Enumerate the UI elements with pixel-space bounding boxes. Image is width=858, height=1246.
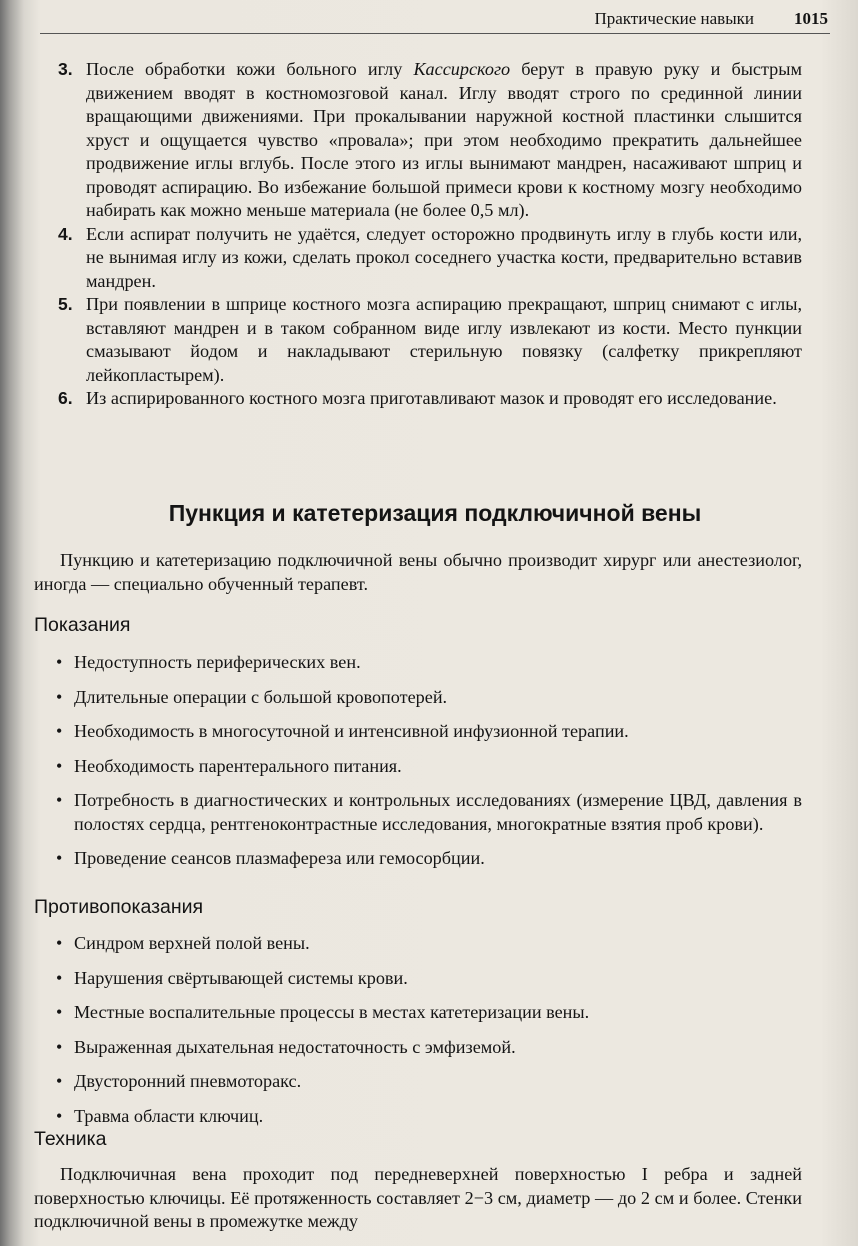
section-title: Пункция и катетеризация подключичной вены <box>168 500 702 526</box>
procedure-steps <box>58 58 802 411</box>
page-number: 1015 <box>794 9 828 28</box>
step-text: берут в правую руку и быстрым движением вводят в костномозговой канал. Иглу вводят строго по срединной линии вращающими движениями. При прокалывании наружной костной пластинки слышится хруст и ощущается чувство «провала»; при этом необходимо прекратить дальнейшее продвижение иглы вглубь. После этого из иглы вынимают мандрен, насаживают шприц и проводят аспирацию. Во избежание большой примеси крови к костному мозгу необходимо набирать как можно меньше материала (не более 0,5 мл). <box>86 59 802 220</box>
list-item: • Выраженная дыхательная недостаточность с эмфиземой. <box>56 1036 802 1060</box>
list-item: • Необходимость в многосуточной и интенсивной инфузионной терапии. <box>56 720 802 744</box>
running-title: Практические навыки <box>594 9 754 28</box>
list-item: • Потребность в диагностических и контрольных исследованиях (измерение ЦВД, давления в полостях сердца, рентгеноконтрастные исследования, многократные взятия проб крови). <box>56 789 802 836</box>
step-text: При появлении в шприце костного мозга аспирацию прекращают, шприц снимают с иглы, вставляют мандрен и в таком собранном виде иглу извлекают из кости. Место пункции смазывают йодом и накладывают стерильную повязку (салфетку прикрепляют лейкопластырем). <box>86 294 802 385</box>
list-item: • Местные воспалительные процессы в местах катетеризации вены. <box>56 1001 802 1025</box>
step-text: Если аспират получить не удаётся, следует осторожно продвинуть иглу в глубь кости или, не вынимая иглу из кожи, сделать прокол соседнего участка кости, предварительно вставив мандрен. <box>86 223 802 291</box>
indications-heading: Показания <box>34 614 131 636</box>
step-emphasis: Кассирского <box>413 59 511 79</box>
list-item: • Нарушения свёртывающей системы крови. <box>56 967 802 991</box>
list-item: • Недоступность периферических вен. <box>56 651 802 675</box>
step-text: После обработки кожи больного иглу <box>86 59 414 79</box>
step-item <box>58 58 802 223</box>
contraindications-heading: Противопоказания <box>34 896 204 918</box>
step-item <box>58 223 802 294</box>
step-number: 4. <box>58 223 73 244</box>
step-number: 3. <box>58 59 73 79</box>
contraindications-list <box>56 932 802 1139</box>
list-item: • Травма области ключиц. <box>56 1105 802 1129</box>
header-rule <box>40 33 830 34</box>
step-number: 5. <box>58 294 73 314</box>
list-item: • Двусторонний пневмоторакс. <box>56 1070 802 1094</box>
step-number: 6. <box>58 388 73 408</box>
indications-list <box>56 651 802 882</box>
step-item <box>58 293 802 387</box>
section-intro: Пункцию и катетеризацию подключичной вены обычно производит хирург или анестезиолог, иногда — специально обученный терапевт. <box>34 550 802 594</box>
technique-heading: Техника <box>34 1128 107 1150</box>
list-item: • Синдром верхней полой вены. <box>56 932 802 956</box>
technique-text: Подключичная вена проходит под передневерхней поверхностью I ребра и задней поверхностью ключицы. Её протяженность составляет 2−3 см, диаметр — до 2 см и более. Стенки подключичной вены в промежутке между <box>34 1164 802 1231</box>
step-text: Из аспирированного костного мозга приготавливают мазок и проводят его исследование. <box>86 388 777 408</box>
list-item: • Проведение сеансов плазмафереза или гемосорбции. <box>56 847 802 871</box>
step-item <box>58 387 802 411</box>
page-header <box>470 6 828 32</box>
list-item: • Длительные операции с большой кровопотерей. <box>56 686 802 710</box>
list-item: • Необходимость парентерального питания. <box>56 755 802 779</box>
